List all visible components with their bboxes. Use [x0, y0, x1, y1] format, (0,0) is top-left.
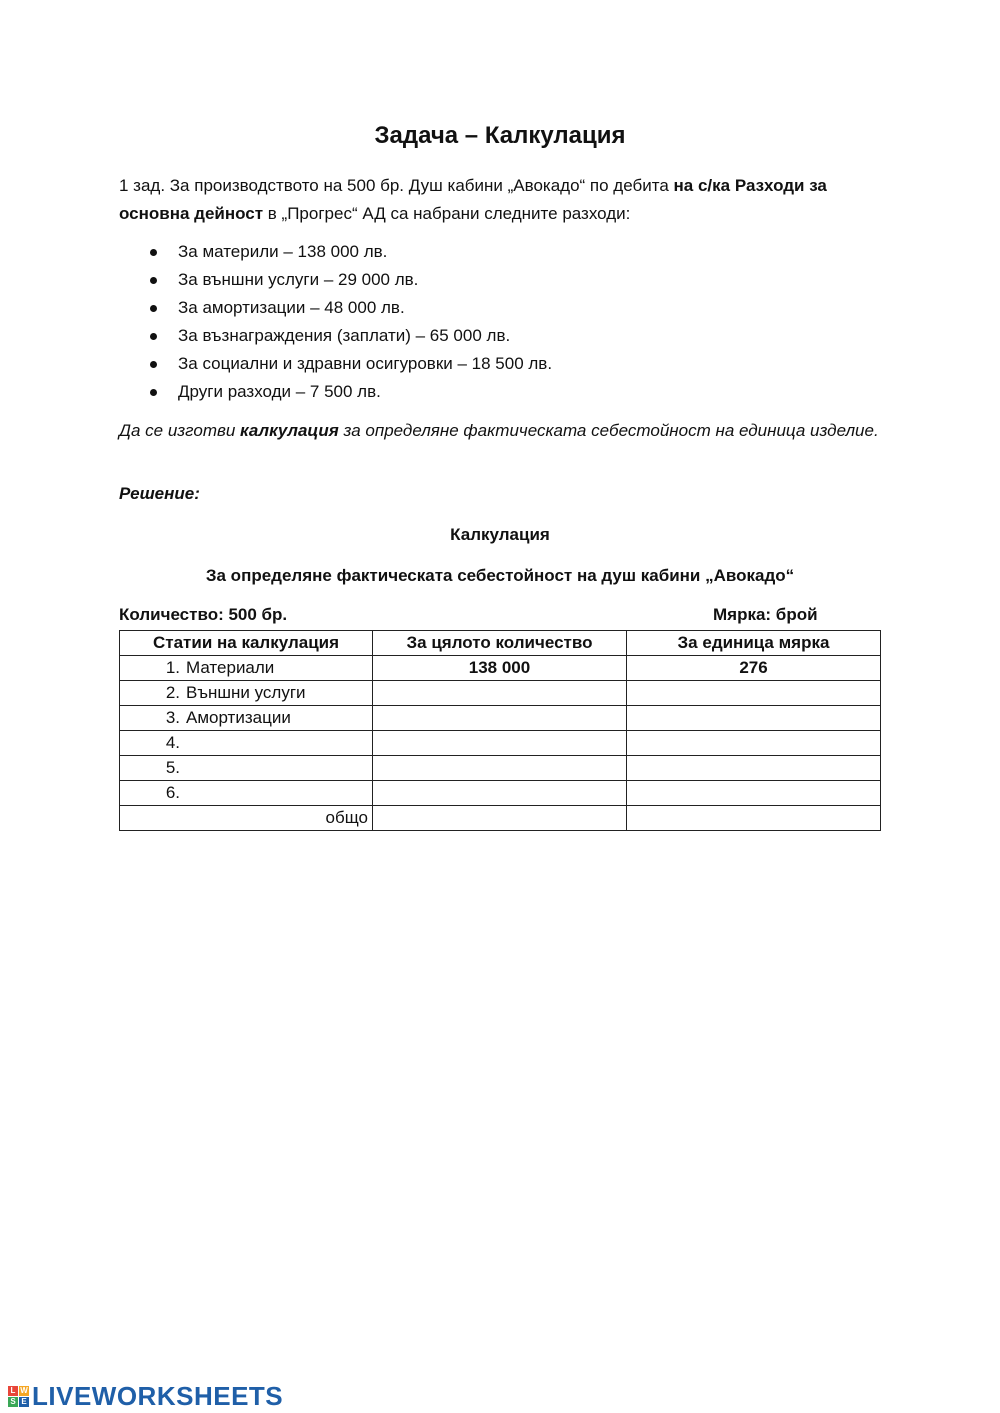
total-row [120, 806, 881, 831]
table-row [120, 656, 881, 681]
header-per-unit: За единица мярка [627, 631, 881, 656]
list-item: За материли – 138 000 лв. [150, 238, 552, 266]
table-row [120, 706, 881, 731]
logo-text: LIVEWORKSHEETS [32, 1380, 284, 1411]
table-row [120, 756, 881, 781]
bullet-icon [150, 305, 157, 312]
item-cell[interactable]: 4. [120, 731, 373, 756]
grand-per-unit-cell[interactable] [627, 806, 881, 831]
calculation-title: Калкулация [450, 525, 550, 544]
item-cell: 2. Външни услуги [120, 681, 373, 706]
list-item: За социални и здравни осигуровки – 18 500 лв. [150, 350, 552, 378]
page-title: Задача – Калкулация [374, 122, 626, 149]
item-cell[interactable]: 5. [120, 756, 373, 781]
total-cell[interactable] [373, 781, 627, 806]
header-items: Статии на калкулация [120, 631, 373, 656]
calculation-subtitle: За определяне фактическата себестойност на душ кабини „Авокадо“ [205, 566, 795, 585]
table-row [120, 781, 881, 806]
bullet-icon [150, 249, 157, 256]
list-item: Други разходи – 7 500 лв. [150, 378, 552, 406]
list-item: За външни услуги – 29 000 лв. [150, 266, 552, 294]
per-unit-cell[interactable] [627, 731, 881, 756]
total-label: общо [120, 806, 373, 831]
table-row [120, 731, 881, 756]
bullet-icon [150, 361, 157, 368]
table-row [120, 681, 881, 706]
list-item: За амортизации – 48 000 лв. [150, 294, 552, 322]
total-cell[interactable]: 138 000 [373, 656, 627, 681]
unit-label: Мярка: брой [713, 605, 818, 624]
table-header-row [120, 631, 881, 656]
total-cell[interactable] [373, 706, 627, 731]
per-unit-cell[interactable]: 276 [627, 656, 881, 681]
header-total: За цялото количество [373, 631, 627, 656]
per-unit-cell[interactable] [627, 681, 881, 706]
calculation-table [119, 630, 881, 831]
per-unit-cell[interactable] [627, 706, 881, 731]
item-cell[interactable]: 6. [120, 781, 373, 806]
list-item: За възнаграждения (заплати) – 65 000 лв. [150, 322, 552, 350]
per-unit-cell[interactable] [627, 781, 881, 806]
total-cell[interactable] [373, 756, 627, 781]
expense-list [150, 238, 552, 406]
task-statement: Да се изготви калкулация за определяне фактическата себестойност на единица изделие. [119, 421, 879, 440]
bullet-icon [150, 389, 157, 396]
total-cell[interactable] [373, 681, 627, 706]
grand-total-cell[interactable] [373, 806, 627, 831]
logo-icon: L W S E [8, 1386, 29, 1407]
liveworksheets-logo[interactable] [8, 1381, 283, 1411]
total-cell[interactable] [373, 731, 627, 756]
solution-label: Решение: [119, 484, 200, 503]
item-cell: 3. Амортизации [120, 706, 373, 731]
item-cell: 1. Материали [120, 656, 373, 681]
bullet-icon [150, 333, 157, 340]
bullet-icon [150, 277, 157, 284]
task-intro: 1 зад. За производството на 500 бр. Душ кабини „Авокадо“ по дебита на с/ка Разходи за основна дейност в „Прогрес“ АД са набрани следните разходи: [119, 176, 827, 223]
per-unit-cell[interactable] [627, 756, 881, 781]
quantity-label: Количество: 500 бр. [119, 605, 288, 624]
